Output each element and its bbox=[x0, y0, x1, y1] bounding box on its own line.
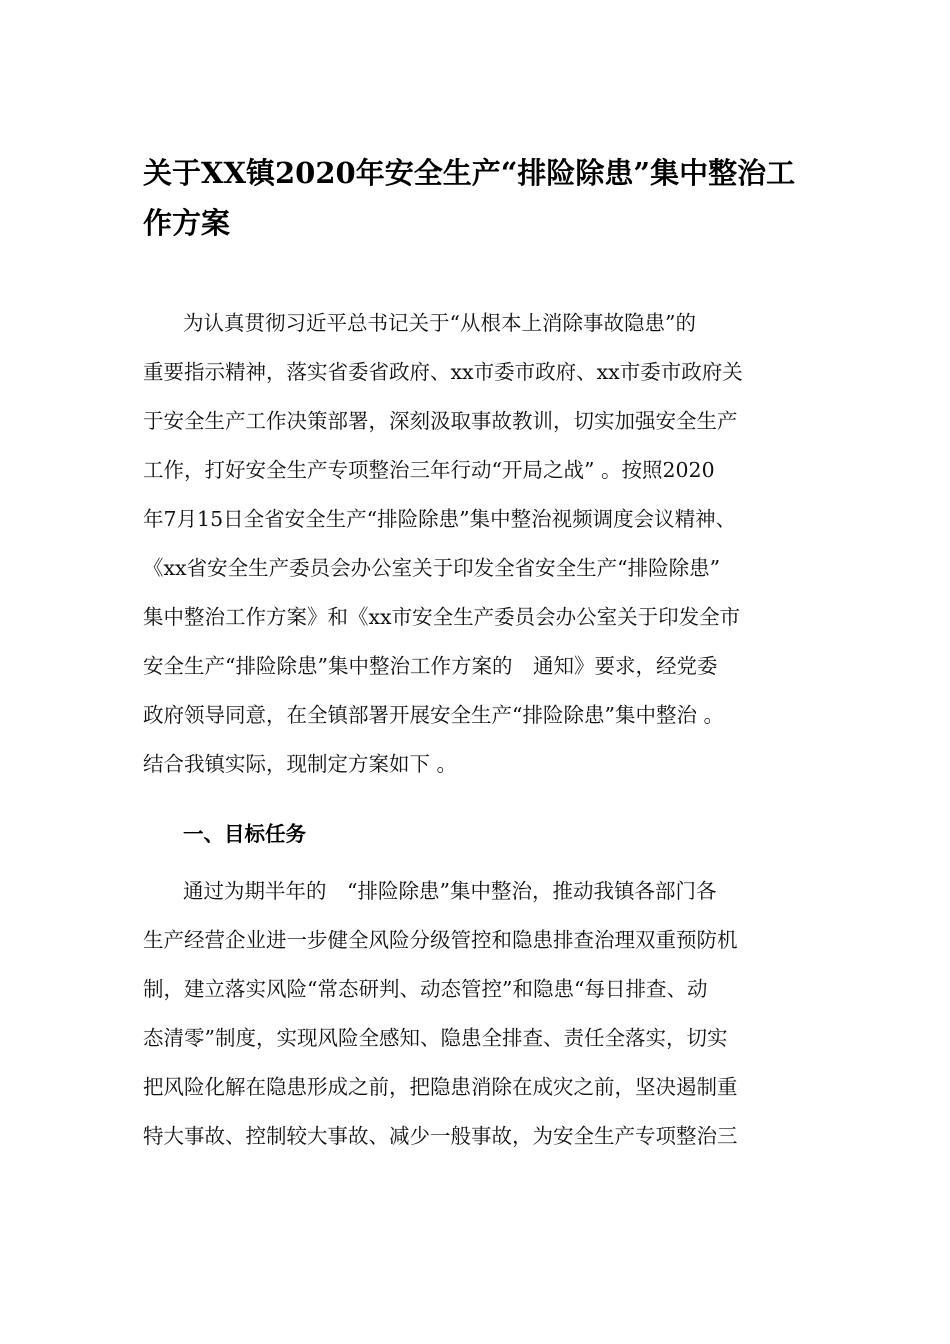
goals-paragraph bbox=[143, 867, 823, 1161]
paragraph-line: 制，建立落实风险“常态研判、动态管控”和隐患“每日排查、动 bbox=[143, 977, 708, 1001]
paragraph-line: 态清零”制度，实现风险全感知、隐患全排查、责任全落实，切实 bbox=[143, 1026, 728, 1050]
paragraph-line: 为认真贯彻习近平总书记关于“从根本上消除事故隐患”的 bbox=[183, 311, 696, 335]
paragraph-line: 集中整治工作方案》和《xx市安全生产委员会办公室关于印发全市 bbox=[143, 605, 741, 629]
paragraph-line: 安全生产“排险除患”集中整治工作方案的 通知》要求，经党委 bbox=[143, 654, 718, 678]
section-heading-goals: 一、目标任务 bbox=[183, 822, 306, 846]
paragraph-line: 年7月15日全省安全生产“排险除患”集中整治视频调度会议精神、 bbox=[143, 507, 737, 531]
paragraph-line: 《xx省安全生产委员会办公室关于印发全省安全生产“排险除患” bbox=[143, 556, 721, 580]
paragraph-line: 重要指示精神，落实省委省政府、xx市委市政府、xx市委市政府关 bbox=[143, 360, 743, 384]
document-title bbox=[143, 148, 823, 248]
paragraph-line: 通过为期半年的 “排险除患”集中整治，推动我镇各部门各 bbox=[183, 879, 717, 903]
paragraph-line: 结合我镇实际，现制定方案如下 。 bbox=[143, 752, 458, 776]
title-line: 关于XX镇2020年安全生产“排险除患”集中整治工 bbox=[143, 156, 796, 190]
title-line: 作方案 bbox=[143, 206, 231, 240]
paragraph-line: 特大事故、控制较大事故、减少一般事故，为安全生产专项整治三 bbox=[143, 1124, 738, 1148]
paragraph-line: 政府领导同意，在全镇部署开展安全生产“排险除患”集中整治 。 bbox=[143, 703, 724, 727]
paragraph-line: 把风险化解在隐患形成之前，把隐患消除在成灾之前，坚决遏制重 bbox=[143, 1075, 738, 1099]
paragraph-line: 生产经营企业进一步健全风险分级管控和隐患排查治理双重预防机 bbox=[143, 928, 738, 952]
paragraph-line: 于安全生产工作决策部署，深刻汲取事故教训，切实加强安全生产 bbox=[143, 409, 738, 433]
intro-paragraph bbox=[143, 299, 823, 789]
paragraph-line: 工作，打好安全生产专项整治三年行动“开局之战” 。按照2020 bbox=[143, 458, 715, 482]
